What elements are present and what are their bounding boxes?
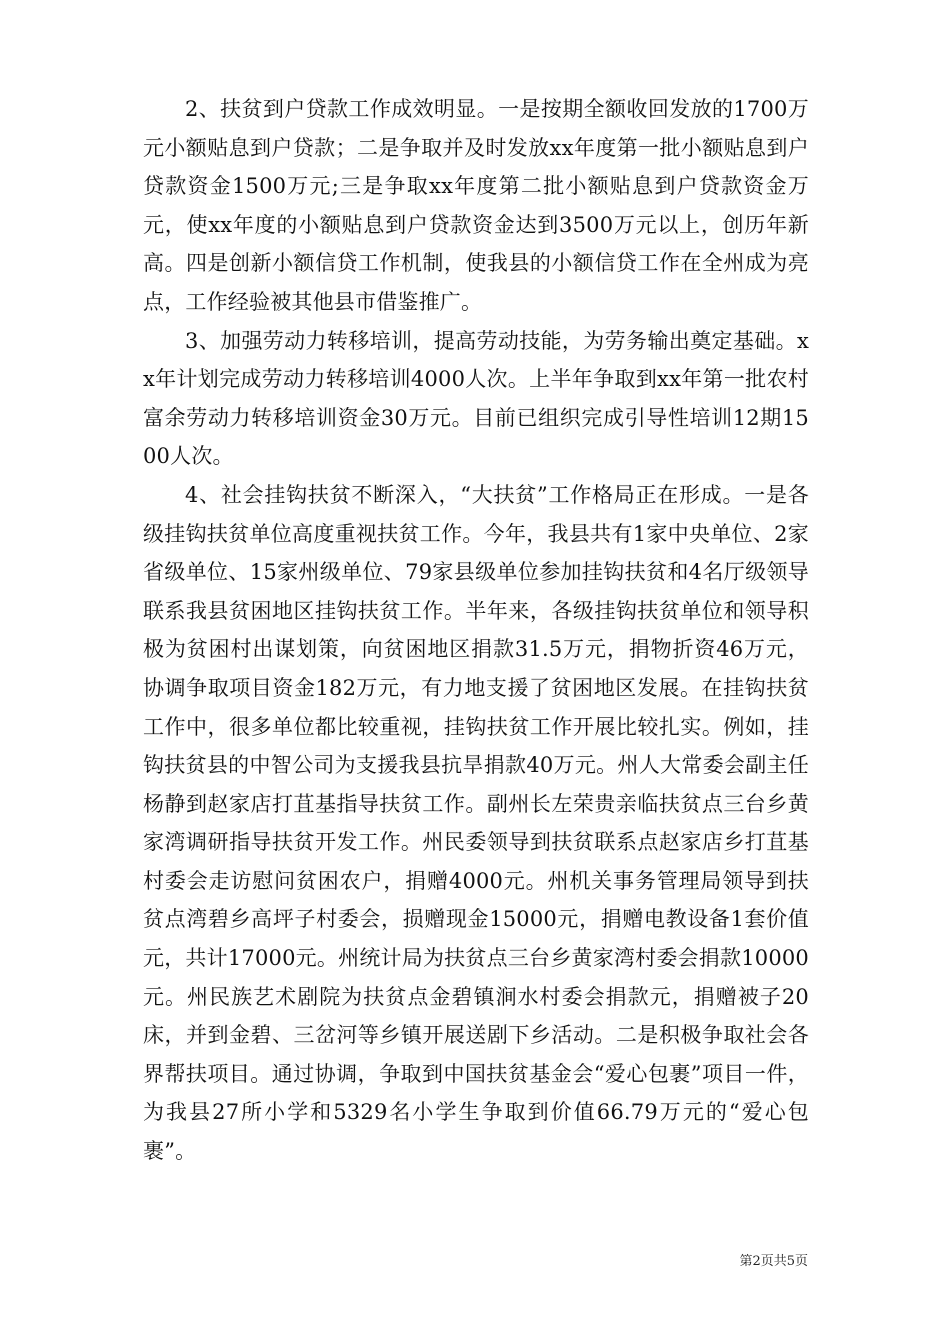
paragraph-labor-training: 3、加强劳动力转移培训，提高劳动技能，为劳务输出奠定基础。xx年计划完成劳动力转移培训4000人次。上半年争取到xx年第一批农村富余劳动力转移培训资金30万元。目前已组织完成引导性培训12期1500人次。 [143, 328, 809, 469]
paragraph-loans: 2、扶贫到户贷款工作成效明显。一是按期全额收回发放的1700万元小额贴息到户贷款；二是争取并及时发放xx年度第一批小额贴息到户贷款资金1500万元;三是争取xx年度第二批小额贴息到户贷款资金万元，使xx年度的小额贴息到户贷款资金达到3500万元以上，创历年新高。四是创新小额信贷工作机制，使我县的小额信贷工作在全州成为亮点，工作经验被其他县市借鉴推广。 [143, 97, 809, 314]
page-footer [739, 1250, 808, 1269]
page-number-label: 第2页共5页 [739, 1254, 808, 1269]
paragraph-social-aid: 4、社会挂钩扶贫不断深入，“大扶贫”工作格局正在形成。一是各级挂钩扶贫单位高度重视扶贫工作。今年，我县共有1家中央单位、2家省级单位、15家州级单位、79家县级单位参加挂钩扶贫和4名厅级领导联系我县贫困地区挂钩扶贫工作。半年来，各级挂钩扶贫单位和领导积极为贫困村出谋划策，向贫困地区捐款31.5万元，捐物折资46万元，协调争取项目资金182万元，有力地支援了贫困地区发展。在挂钩扶贫工作中，很多单位都比较重视，挂钩扶贫工作开展比较扎实。例如，挂钩扶贫县的中智公司为支援我县抗旱捐款40万元。州人大常委会副主任杨静到赵家店打苴基指导扶贫工作。副州长左荣贵亲临扶贫点三台乡黄家湾调研指导扶贫开发工作。州民委领导到扶贫联系点赵家店乡打苴基村委会走访慰问贫困农户，捐赠4000元。州机关事务管理局领导到扶贫点湾碧乡高坪子村委会，损赠现金15000元，捐赠电教设备1套价值元，共计17000元。州统计局为扶贫点三台乡黄家湾村委会捐款10000元。州民族艺术剧院为扶贫点金碧镇涧水村委会捐款元，捐赠被子20床，并到金碧、三岔河等乡镇开展送剧下乡活动。二是积极争取社会各界帮扶项目。通过协调，争取到中国扶贫基金会“爱心包裹”项目一件，为我县27所小学和5329名小学生争取到价值66.79万元的“爱心包裹”。 [143, 482, 809, 1164]
document-body [143, 90, 809, 1171]
